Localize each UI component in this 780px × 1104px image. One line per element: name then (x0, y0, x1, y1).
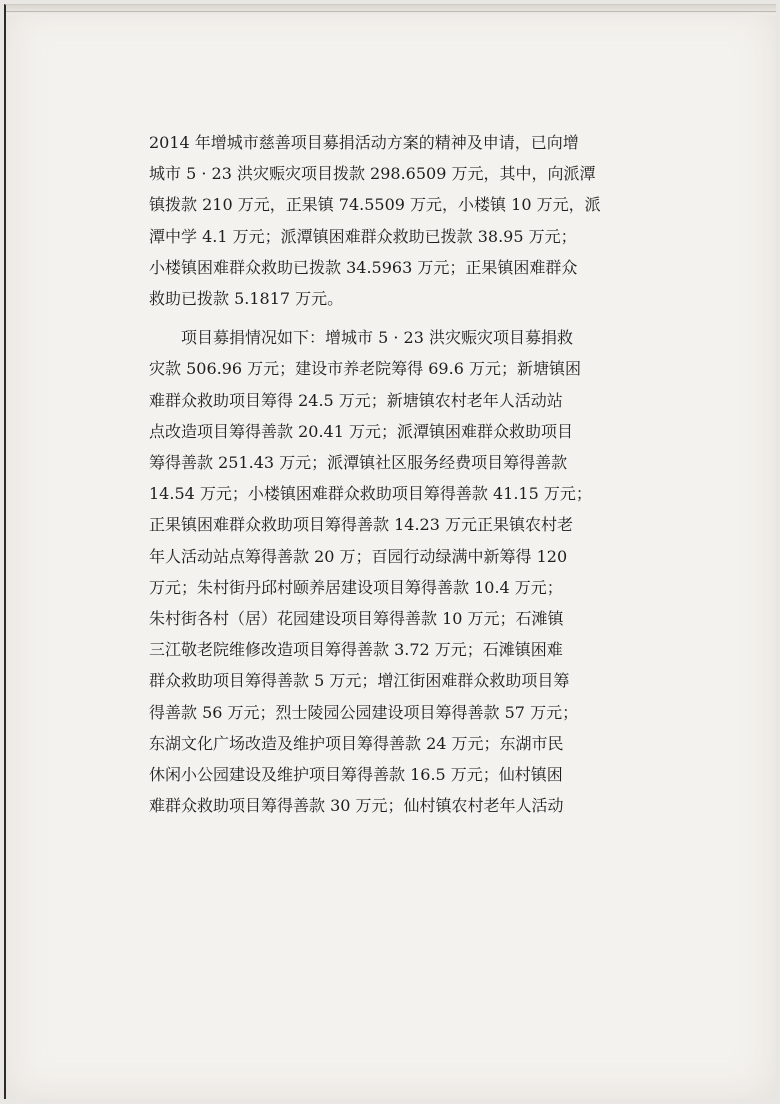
text-line: 灾款 506.96 万元；建设市养老院筹得 69.6 万元；新塘镇困 (149, 359, 581, 379)
text-line: 东湖文化广场改造及维护项目筹得善款 24 万元；东湖市民 (149, 733, 564, 753)
text-line: 群众救助项目筹得善款 5 万元；增江街困难群众救助项目筹 (149, 671, 570, 691)
text-line: 休闲小公园建设及维护项目筹得善款 16.5 万元；仙村镇困 (149, 765, 563, 785)
text-line: 镇拨款 210 万元，正果镇 74.5509 万元，小楼镇 10 万元，派 (149, 195, 601, 215)
text-line: 万元；朱村街丹邱村颐养居建设项目筹得善款 10.4 万元； (149, 577, 563, 597)
text-line: 城市 5 · 23 洪灾赈灾项目拨款 298.6509 万元，其中，向派潭 (149, 164, 596, 184)
text-line: 项目募捐情况如下：增城市 5 · 23 洪灾赈灾项目募捐救 (181, 328, 573, 348)
document-body (149, 127, 669, 821)
text-line: 难群众救助项目筹得 24.5 万元；新塘镇农村老年人活动站 (149, 390, 563, 410)
text-line: 三江敬老院维修改造项目筹得善款 3.72 万元；石滩镇困难 (149, 640, 563, 660)
text-line: 小楼镇困难群众救助已拨款 34.5963 万元；正果镇困难群众 (149, 257, 578, 277)
paragraph-fundraising (149, 322, 669, 821)
text-line: 2014 年增城市慈善项目募捐活动方案的精神及申请，已向增 (149, 133, 579, 152)
text-line: 潭中学 4.1 万元；派潭镇困难群众救助已拨款 38.95 万元； (149, 226, 577, 246)
text-line: 14.54 万元；小楼镇困难群众救助项目筹得善款 41.15 万元； (149, 484, 592, 504)
text-line: 得善款 56 万元；烈士陵园公园建设项目筹得善款 57 万元； (149, 702, 579, 722)
text-line: 救助已拨款 5.1817 万元。 (149, 289, 344, 309)
text-line: 年人活动站点筹得善款 20 万；百园行动绿满中新筹得 120 (149, 546, 568, 566)
document-page (4, 4, 776, 1099)
page-top-edge (6, 5, 776, 15)
fold-line (6, 11, 776, 12)
text-line: 筹得善款 251.43 万元；派潭镇社区服务经费项目筹得善款 (149, 453, 568, 473)
text-line: 朱村街各村（居）花园建设项目筹得善款 10 万元；石滩镇 (149, 609, 564, 629)
text-line: 难群众救助项目筹得善款 30 万元；仙村镇农村老年人活动 (149, 796, 564, 816)
text-line: 正果镇困难群众救助项目筹得善款 14.23 万元正果镇农村老 (149, 515, 573, 535)
text-line: 点改造项目筹得善款 20.41 万元；派潭镇困难群众救助项目 (149, 421, 573, 441)
paragraph-allocation (149, 127, 669, 314)
